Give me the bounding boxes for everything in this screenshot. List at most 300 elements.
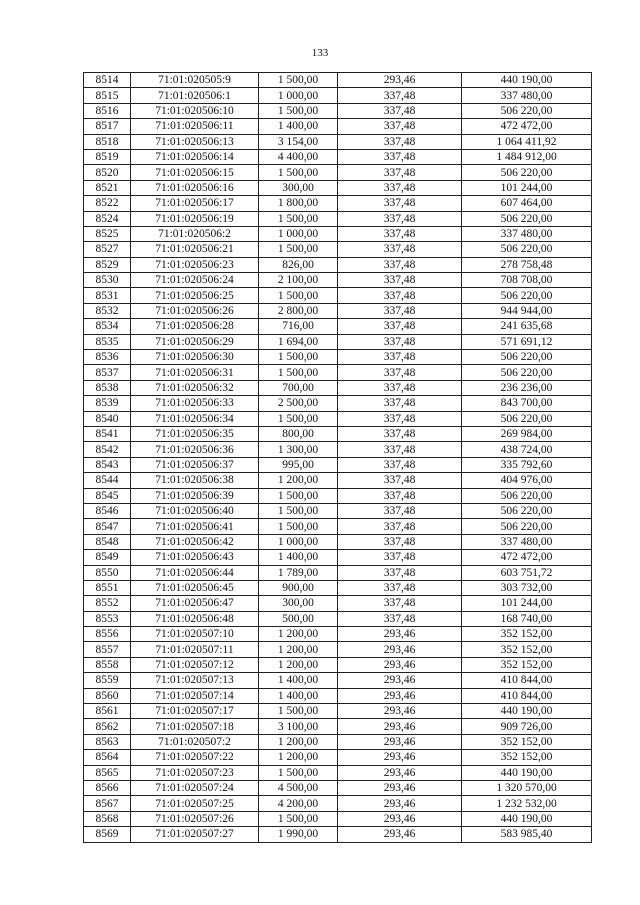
row-number-cell: 8542 — [84, 442, 131, 457]
table-row — [84, 673, 592, 688]
area-cell: 1 500,00 — [259, 519, 338, 534]
rate-cell: 337,48 — [338, 411, 462, 426]
table-row — [84, 627, 592, 642]
area-cell: 1 789,00 — [259, 565, 338, 580]
row-number-cell: 8558 — [84, 657, 131, 672]
rate-cell: 337,48 — [338, 426, 462, 441]
area-cell: 1 200,00 — [259, 627, 338, 642]
rate-cell: 293,46 — [338, 796, 462, 811]
area-cell: 1 500,00 — [259, 288, 338, 303]
cadastral-number-cell: 71:01:020507:25 — [131, 796, 259, 811]
table-row — [84, 365, 592, 380]
row-number-cell: 8557 — [84, 642, 131, 657]
cadastral-number-cell: 71:01:020506:19 — [131, 211, 259, 226]
row-number-cell: 8527 — [84, 242, 131, 257]
rate-cell: 337,48 — [338, 257, 462, 272]
cadastral-number-cell: 71:01:020507:26 — [131, 811, 259, 826]
rate-cell: 337,48 — [338, 103, 462, 118]
cadastral-number-cell: 71:01:020506:15 — [131, 165, 259, 180]
page-number: 133 — [311, 47, 329, 59]
cadastral-number-cell: 71:01:020506:41 — [131, 519, 259, 534]
cadastral-number-cell: 71:01:020506:43 — [131, 550, 259, 565]
rate-cell: 337,48 — [338, 550, 462, 565]
row-number-cell: 8540 — [84, 411, 131, 426]
table-row — [84, 273, 592, 288]
rate-cell: 293,46 — [338, 780, 462, 795]
row-number-cell: 8522 — [84, 196, 131, 211]
value-cell: 410 844,00 — [462, 673, 592, 688]
rate-cell: 337,48 — [338, 396, 462, 411]
rate-cell: 293,46 — [338, 811, 462, 826]
cadastral-number-cell: 71:01:020506:30 — [131, 350, 259, 365]
value-cell: 506 220,00 — [462, 211, 592, 226]
cadastral-number-cell: 71:01:020507:18 — [131, 719, 259, 734]
rate-cell: 337,48 — [338, 365, 462, 380]
area-cell: 300,00 — [259, 596, 338, 611]
value-cell: 1 232 532,00 — [462, 796, 592, 811]
table-row — [84, 334, 592, 349]
row-number-cell: 8550 — [84, 565, 131, 580]
area-cell: 1 500,00 — [259, 103, 338, 118]
row-number-cell: 8566 — [84, 780, 131, 795]
table-row — [84, 811, 592, 826]
table-row — [84, 750, 592, 765]
row-number-cell: 8546 — [84, 503, 131, 518]
area-cell: 1 500,00 — [259, 165, 338, 180]
cadastral-number-cell: 71:01:020507:12 — [131, 657, 259, 672]
value-cell: 352 152,00 — [462, 734, 592, 749]
table-row — [84, 411, 592, 426]
cadastral-number-cell: 71:01:020506:45 — [131, 580, 259, 595]
rate-cell: 337,48 — [338, 350, 462, 365]
rate-cell: 337,48 — [338, 149, 462, 164]
area-cell: 2 800,00 — [259, 303, 338, 318]
value-cell: 438 724,00 — [462, 442, 592, 457]
value-cell: 583 985,40 — [462, 827, 592, 842]
area-cell: 1 400,00 — [259, 119, 338, 134]
row-number-cell: 8551 — [84, 580, 131, 595]
value-cell: 944 944,00 — [462, 303, 592, 318]
table-row — [84, 257, 592, 272]
rate-cell: 337,48 — [338, 119, 462, 134]
cadastral-number-cell: 71:01:020506:25 — [131, 288, 259, 303]
row-number-cell: 8552 — [84, 596, 131, 611]
cadastral-number-cell: 71:01:020506:47 — [131, 596, 259, 611]
area-cell: 1 500,00 — [259, 411, 338, 426]
row-number-cell: 8525 — [84, 226, 131, 241]
value-cell: 506 220,00 — [462, 165, 592, 180]
table-row — [84, 519, 592, 534]
value-cell: 101 244,00 — [462, 596, 592, 611]
rate-cell: 293,46 — [338, 827, 462, 842]
rate-cell: 337,48 — [338, 242, 462, 257]
value-cell: 1 484 912,00 — [462, 149, 592, 164]
rate-cell: 293,46 — [338, 642, 462, 657]
cadastral-number-cell: 71:01:020506:42 — [131, 534, 259, 549]
value-cell: 440 190,00 — [462, 704, 592, 719]
cadastral-number-cell: 71:01:020506:33 — [131, 396, 259, 411]
area-cell: 900,00 — [259, 580, 338, 595]
value-cell: 607 464,00 — [462, 196, 592, 211]
value-cell: 337 480,00 — [462, 88, 592, 103]
cadastral-number-cell: 71:01:020506:31 — [131, 365, 259, 380]
value-cell: 506 220,00 — [462, 365, 592, 380]
table-row — [84, 165, 592, 180]
area-cell: 1 800,00 — [259, 196, 338, 211]
cadastral-number-cell: 71:01:020505:9 — [131, 73, 259, 88]
area-cell: 1 400,00 — [259, 688, 338, 703]
cadastral-number-cell: 71:01:020506:1 — [131, 88, 259, 103]
area-cell: 1 500,00 — [259, 73, 338, 88]
value-cell: 337 480,00 — [462, 226, 592, 241]
row-number-cell: 8553 — [84, 611, 131, 626]
area-cell: 1 000,00 — [259, 534, 338, 549]
cadastral-number-cell: 71:01:020506:13 — [131, 134, 259, 149]
cadastral-number-cell: 71:01:020506:26 — [131, 303, 259, 318]
row-number-cell: 8560 — [84, 688, 131, 703]
rate-cell: 337,48 — [338, 303, 462, 318]
cadastral-number-cell: 71:01:020506:14 — [131, 149, 259, 164]
table-row — [84, 611, 592, 626]
cadastral-number-cell: 71:01:020506:36 — [131, 442, 259, 457]
value-cell: 506 220,00 — [462, 519, 592, 534]
table-row — [84, 580, 592, 595]
table-row — [84, 765, 592, 780]
table-row — [84, 503, 592, 518]
row-number-cell: 8514 — [84, 73, 131, 88]
area-cell: 500,00 — [259, 611, 338, 626]
row-number-cell: 8556 — [84, 627, 131, 642]
area-cell: 2 500,00 — [259, 396, 338, 411]
value-cell: 410 844,00 — [462, 688, 592, 703]
table-row — [84, 211, 592, 226]
table-row — [84, 565, 592, 580]
area-cell: 995,00 — [259, 457, 338, 472]
table-row — [84, 734, 592, 749]
table-row — [84, 719, 592, 734]
cadastral-number-cell: 71:01:020507:22 — [131, 750, 259, 765]
rate-cell: 293,46 — [338, 657, 462, 672]
area-cell: 1 400,00 — [259, 550, 338, 565]
area-cell: 1 500,00 — [259, 365, 338, 380]
table-row — [84, 534, 592, 549]
table-row — [84, 550, 592, 565]
cadastral-number-cell: 71:01:020507:27 — [131, 827, 259, 842]
rate-cell: 293,46 — [338, 765, 462, 780]
area-cell: 1 694,00 — [259, 334, 338, 349]
row-number-cell: 8518 — [84, 134, 131, 149]
table-row — [84, 780, 592, 795]
cadastral-number-cell: 71:01:020506:17 — [131, 196, 259, 211]
rate-cell: 293,46 — [338, 704, 462, 719]
rate-cell: 337,48 — [338, 580, 462, 595]
row-number-cell: 8544 — [84, 473, 131, 488]
row-number-cell: 8565 — [84, 765, 131, 780]
table-row — [84, 73, 592, 88]
row-number-cell: 8567 — [84, 796, 131, 811]
rate-cell: 337,48 — [338, 503, 462, 518]
cadastral-number-cell: 71:01:020507:23 — [131, 765, 259, 780]
row-number-cell: 8520 — [84, 165, 131, 180]
table-row — [84, 457, 592, 472]
table-row — [84, 688, 592, 703]
rate-cell: 337,48 — [338, 457, 462, 472]
row-number-cell: 8524 — [84, 211, 131, 226]
row-number-cell: 8568 — [84, 811, 131, 826]
cadastral-number-cell: 71:01:020507:24 — [131, 780, 259, 795]
rate-cell: 337,48 — [338, 165, 462, 180]
area-cell: 4 500,00 — [259, 780, 338, 795]
row-number-cell: 8534 — [84, 319, 131, 334]
value-cell: 241 635,68 — [462, 319, 592, 334]
area-cell: 3 100,00 — [259, 719, 338, 734]
cadastral-number-cell: 71:01:020506:35 — [131, 426, 259, 441]
area-cell: 3 154,00 — [259, 134, 338, 149]
rate-cell: 337,48 — [338, 611, 462, 626]
table-body — [84, 73, 592, 843]
table-row — [84, 704, 592, 719]
rate-cell: 337,48 — [338, 273, 462, 288]
table-row — [84, 303, 592, 318]
row-number-cell: 8531 — [84, 288, 131, 303]
row-number-cell: 8517 — [84, 119, 131, 134]
rate-cell: 293,46 — [338, 734, 462, 749]
row-number-cell: 8547 — [84, 519, 131, 534]
row-number-cell: 8548 — [84, 534, 131, 549]
cadastral-number-cell: 71:01:020507:13 — [131, 673, 259, 688]
rate-cell: 337,48 — [338, 380, 462, 395]
value-cell: 708 708,00 — [462, 273, 592, 288]
value-cell: 440 190,00 — [462, 765, 592, 780]
row-number-cell: 8536 — [84, 350, 131, 365]
row-number-cell: 8569 — [84, 827, 131, 842]
table-row — [84, 226, 592, 241]
row-number-cell: 8563 — [84, 734, 131, 749]
rate-cell: 337,48 — [338, 442, 462, 457]
row-number-cell: 8564 — [84, 750, 131, 765]
area-cell: 1 200,00 — [259, 657, 338, 672]
rate-cell: 337,48 — [338, 88, 462, 103]
value-cell: 506 220,00 — [462, 503, 592, 518]
rate-cell: 337,48 — [338, 334, 462, 349]
rate-cell: 337,48 — [338, 488, 462, 503]
table-row — [84, 319, 592, 334]
rate-cell: 337,48 — [338, 319, 462, 334]
area-cell: 1 500,00 — [259, 211, 338, 226]
cadastral-number-cell: 71:01:020506:21 — [131, 242, 259, 257]
cadastral-number-cell: 71:01:020507:11 — [131, 642, 259, 657]
table-row — [84, 119, 592, 134]
table-row — [84, 196, 592, 211]
row-number-cell: 8562 — [84, 719, 131, 734]
land-parcel-table — [83, 72, 592, 843]
cadastral-number-cell: 71:01:020506:39 — [131, 488, 259, 503]
value-cell: 506 220,00 — [462, 350, 592, 365]
table-row — [84, 134, 592, 149]
value-cell: 506 220,00 — [462, 288, 592, 303]
table-row — [84, 288, 592, 303]
rate-cell: 337,48 — [338, 519, 462, 534]
row-number-cell: 8561 — [84, 704, 131, 719]
cadastral-number-cell: 71:01:020506:28 — [131, 319, 259, 334]
area-cell: 1 990,00 — [259, 827, 338, 842]
value-cell: 440 190,00 — [462, 811, 592, 826]
cadastral-number-cell: 71:01:020506:38 — [131, 473, 259, 488]
value-cell: 236 236,00 — [462, 380, 592, 395]
cadastral-number-cell: 71:01:020506:48 — [131, 611, 259, 626]
row-number-cell: 8559 — [84, 673, 131, 688]
table-row — [84, 149, 592, 164]
value-cell: 472 472,00 — [462, 550, 592, 565]
table-row — [84, 473, 592, 488]
rate-cell: 337,48 — [338, 196, 462, 211]
value-cell: 352 152,00 — [462, 750, 592, 765]
value-cell: 843 700,00 — [462, 396, 592, 411]
row-number-cell: 8545 — [84, 488, 131, 503]
area-cell: 1 200,00 — [259, 473, 338, 488]
value-cell: 352 152,00 — [462, 657, 592, 672]
area-cell: 2 100,00 — [259, 273, 338, 288]
table-row — [84, 242, 592, 257]
value-cell: 352 152,00 — [462, 642, 592, 657]
value-cell: 506 220,00 — [462, 488, 592, 503]
value-cell: 269 984,00 — [462, 426, 592, 441]
cadastral-number-cell: 71:01:020506:29 — [131, 334, 259, 349]
table-row — [84, 88, 592, 103]
area-cell: 1 000,00 — [259, 226, 338, 241]
table-row — [84, 380, 592, 395]
table-row — [84, 396, 592, 411]
area-cell: 1 500,00 — [259, 765, 338, 780]
row-number-cell: 8549 — [84, 550, 131, 565]
cadastral-number-cell: 71:01:020506:40 — [131, 503, 259, 518]
area-cell: 1 500,00 — [259, 488, 338, 503]
rate-cell: 293,46 — [338, 688, 462, 703]
rate-cell: 293,46 — [338, 750, 462, 765]
cadastral-number-cell: 71:01:020506:10 — [131, 103, 259, 118]
cadastral-number-cell: 71:01:020506:23 — [131, 257, 259, 272]
rate-cell: 337,48 — [338, 134, 462, 149]
row-number-cell: 8532 — [84, 303, 131, 318]
value-cell: 101 244,00 — [462, 180, 592, 195]
rate-cell: 293,46 — [338, 627, 462, 642]
value-cell: 352 152,00 — [462, 627, 592, 642]
cadastral-number-cell: 71:01:020506:44 — [131, 565, 259, 580]
table-row — [84, 796, 592, 811]
area-cell: 1 200,00 — [259, 734, 338, 749]
table-row — [84, 596, 592, 611]
row-number-cell: 8541 — [84, 426, 131, 441]
value-cell: 337 480,00 — [462, 534, 592, 549]
table-row — [84, 426, 592, 441]
value-cell: 1 064 411,92 — [462, 134, 592, 149]
area-cell: 1 500,00 — [259, 242, 338, 257]
row-number-cell: 8515 — [84, 88, 131, 103]
rate-cell: 337,48 — [338, 288, 462, 303]
rate-cell: 337,48 — [338, 534, 462, 549]
row-number-cell: 8538 — [84, 380, 131, 395]
value-cell: 440 190,00 — [462, 73, 592, 88]
cadastral-number-cell: 71:01:020506:32 — [131, 380, 259, 395]
area-cell: 4 200,00 — [259, 796, 338, 811]
value-cell: 1 320 570,00 — [462, 780, 592, 795]
value-cell: 571 691,12 — [462, 334, 592, 349]
table-row — [84, 657, 592, 672]
table-row — [84, 488, 592, 503]
row-number-cell: 8537 — [84, 365, 131, 380]
table-row — [84, 103, 592, 118]
area-cell: 1 200,00 — [259, 750, 338, 765]
area-cell: 800,00 — [259, 426, 338, 441]
row-number-cell: 8543 — [84, 457, 131, 472]
rate-cell: 293,46 — [338, 73, 462, 88]
area-cell: 1 500,00 — [259, 704, 338, 719]
rate-cell: 293,46 — [338, 673, 462, 688]
value-cell: 506 220,00 — [462, 103, 592, 118]
value-cell: 472 472,00 — [462, 119, 592, 134]
area-cell: 826,00 — [259, 257, 338, 272]
rate-cell: 337,48 — [338, 565, 462, 580]
area-cell: 1 000,00 — [259, 88, 338, 103]
area-cell: 1 500,00 — [259, 503, 338, 518]
cadastral-number-cell: 71:01:020506:11 — [131, 119, 259, 134]
area-cell: 1 300,00 — [259, 442, 338, 457]
table-row — [84, 642, 592, 657]
cadastral-number-cell: 71:01:020507:14 — [131, 688, 259, 703]
table-row — [84, 350, 592, 365]
rate-cell: 337,48 — [338, 211, 462, 226]
row-number-cell: 8530 — [84, 273, 131, 288]
cadastral-number-cell: 71:01:020506:34 — [131, 411, 259, 426]
cadastral-number-cell: 71:01:020506:37 — [131, 457, 259, 472]
value-cell: 506 220,00 — [462, 242, 592, 257]
cadastral-number-cell: 71:01:020507:10 — [131, 627, 259, 642]
row-number-cell: 8519 — [84, 149, 131, 164]
area-cell: 300,00 — [259, 180, 338, 195]
value-cell: 909 726,00 — [462, 719, 592, 734]
rate-cell: 293,46 — [338, 719, 462, 734]
row-number-cell: 8516 — [84, 103, 131, 118]
table-row — [84, 827, 592, 842]
value-cell: 168 740,00 — [462, 611, 592, 626]
table-row — [84, 180, 592, 195]
cadastral-number-cell: 71:01:020506:24 — [131, 273, 259, 288]
area-cell: 1 500,00 — [259, 350, 338, 365]
row-number-cell: 8529 — [84, 257, 131, 272]
value-cell: 506 220,00 — [462, 411, 592, 426]
value-cell: 404 976,00 — [462, 473, 592, 488]
row-number-cell: 8521 — [84, 180, 131, 195]
area-cell: 1 200,00 — [259, 642, 338, 657]
area-cell: 716,00 — [259, 319, 338, 334]
value-cell: 278 758,48 — [462, 257, 592, 272]
row-number-cell: 8539 — [84, 396, 131, 411]
rate-cell: 337,48 — [338, 596, 462, 611]
area-cell: 4 400,00 — [259, 149, 338, 164]
cadastral-number-cell: 71:01:020506:16 — [131, 180, 259, 195]
cadastral-number-cell: 71:01:020507:17 — [131, 704, 259, 719]
area-cell: 1 400,00 — [259, 673, 338, 688]
rate-cell: 337,48 — [338, 226, 462, 241]
value-cell: 335 792,60 — [462, 457, 592, 472]
cadastral-number-cell: 71:01:020507:2 — [131, 734, 259, 749]
area-cell: 1 500,00 — [259, 811, 338, 826]
rate-cell: 337,48 — [338, 180, 462, 195]
table-row — [84, 442, 592, 457]
row-number-cell: 8535 — [84, 334, 131, 349]
cadastral-number-cell: 71:01:020506:2 — [131, 226, 259, 241]
area-cell: 700,00 — [259, 380, 338, 395]
